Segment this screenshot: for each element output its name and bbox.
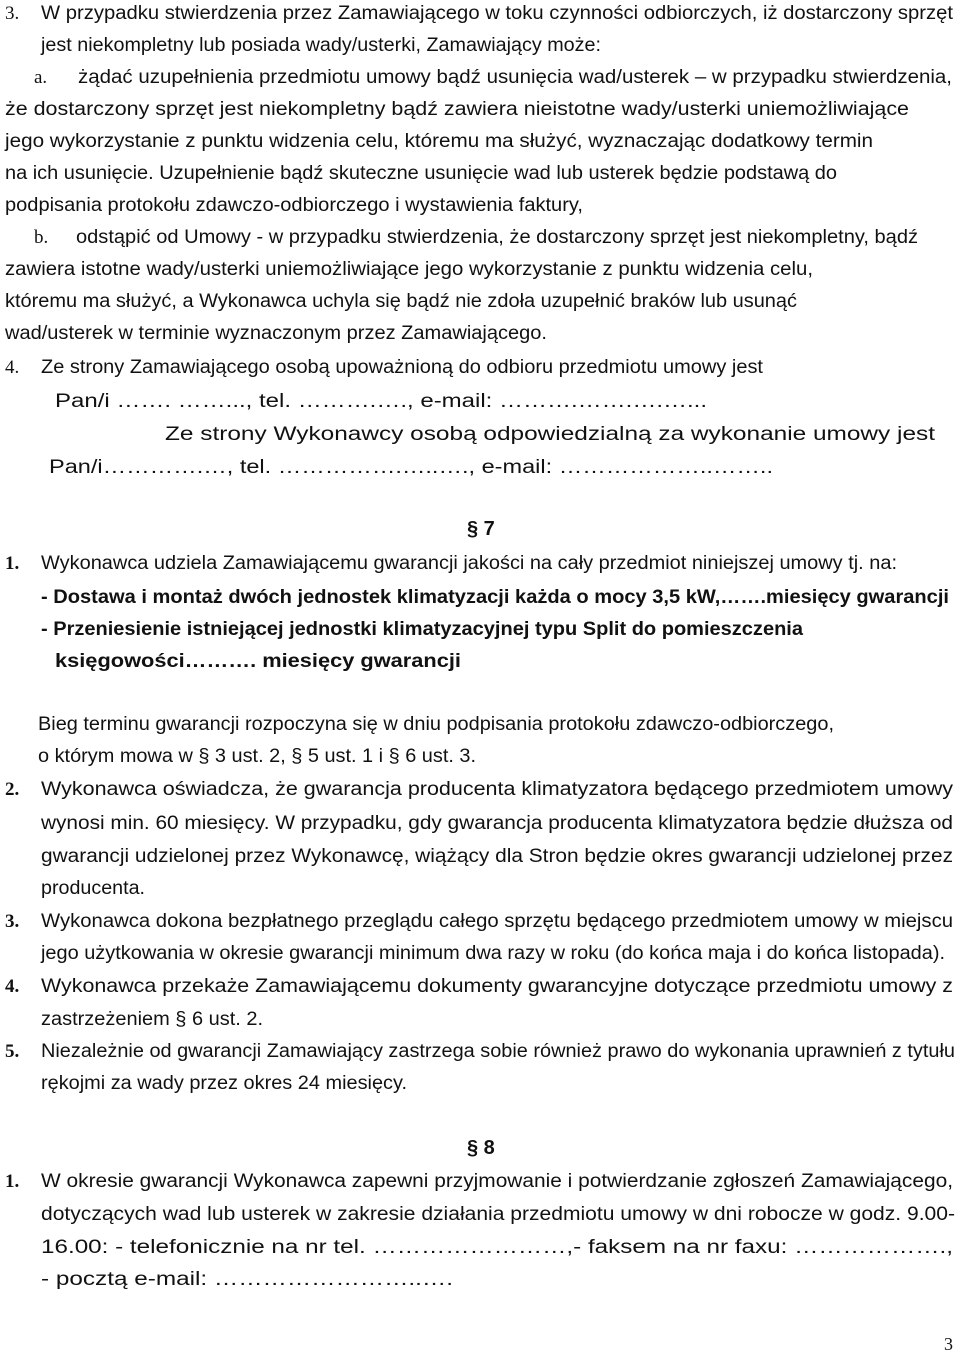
item-4-line-1: Ze strony Zamawiającego osobą upoważnioną do odbioru przedmiotu umowy jest	[41, 357, 763, 378]
sect7-p5-line-1: Niezależnie od gwarancji Zamawiający zastrzega sobie również prawo do wykonania uprawnień z tytułu	[41, 1041, 956, 1062]
sect7-bullet-dostawa: - Dostawa i montaż dwóch jednostek klimatyzacji każda o mocy 3,5 kW,…….miesięcy gwarancji	[41, 587, 950, 608]
item-4-contact-zamawiajacy: Pan/i ……. ……..., tel. ……….…., e-mail: ……….…….….…...	[55, 391, 707, 412]
item-4-contact-wykonawca: Pan/i………….…, tel. …………….…..…., e-mail: ………………..……..	[49, 457, 773, 478]
item-3b-label: b.	[34, 227, 49, 248]
sect7-p5-line-2: rękojmi za wady przez okres 24 miesięcy.	[41, 1073, 407, 1094]
sect7-p5-number: 5.	[5, 1041, 20, 1062]
item-3b-line-3: któremu ma służyć, a Wykonawca uchyla się bądź nie zdoła uzupełnić braków lub usunąć	[5, 291, 797, 312]
sect7-p1-number: 1.	[5, 553, 20, 574]
sect7-bullet-ksiegowosci: księgowości………. miesięcy gwarancji	[55, 651, 461, 672]
section-7-heading: § 7	[467, 518, 495, 540]
sect7-p2-line-4: producenta.	[41, 878, 145, 899]
page-number: 3	[944, 1334, 953, 1354]
item-3a-line-3: jego wykorzystanie z punktu widzenia celu, któremu ma służyć, wyznaczając dodatkowy termin	[5, 131, 873, 152]
sect7-p2-number: 2.	[5, 779, 20, 800]
sect8-p1-number: 1.	[5, 1171, 20, 1192]
item-4-line-3: Ze strony Wykonawcy osobą odpowiedzialną za wykonanie umowy jest	[165, 424, 935, 445]
item-3a-line-5: podpisania protokołu zdawczo-odbiorczego i wystawienia faktury,	[5, 195, 583, 216]
item-3a-line-4: na ich usunięcie. Uzupełnienie bądź skuteczne usunięcie wad lub usterek będzie podstawą do	[5, 163, 837, 184]
item-3a-label: a.	[34, 67, 48, 88]
sect7-p1-text: Wykonawca udziela Zamawiającemu gwarancji jakości na cały przedmiot niniejszej umowy tj. na:	[41, 553, 897, 574]
sect8-p1-line-2: dotyczących wad lub usterek w zakresie działania przedmiotu umowy w dni robocze w godz. 9.00-	[41, 1204, 956, 1225]
item-3b-line-2: zawiera istotne wady/usterki uniemożliwiające jego wykorzystanie z punktu widzenia celu,	[5, 259, 813, 280]
sect7-bullet-przeniesienie: - Przeniesienie istniejącej jednostki klimatyzacyjnej typu Split do pomieszczenia	[41, 619, 803, 640]
sect7-p2-line-3: gwarancji udzielonej przez Wykonawcę, wiążący dla Stron będzie okres gwarancji udzielonej przez	[41, 846, 953, 867]
sect7-bieg-line-2: o którym mowa w § 3 ust. 2, § 5 ust. 1 i § 6 ust. 3.	[38, 746, 476, 767]
sect8-p1-line-3: 16.00: - telefonicznie na nr tel. ……………………,- faksem na nr faxu: ……………….,	[41, 1237, 954, 1258]
sect7-p2-line-1: Wykonawca oświadcza, że gwarancja producenta klimatyzatora będącego przedmiotem umowy	[41, 779, 953, 800]
sect7-bieg-line-1: Bieg terminu gwarancji rozpoczyna się w dniu podpisania protokołu zdawczo-odbiorczego,	[38, 714, 834, 735]
sect7-p2-line-2: wynosi min. 60 miesięcy. W przypadku, gdy gwarancja producenta klimatyzatora będzie dłuższa od	[41, 813, 954, 834]
sect8-p1-line-1: W okresie gwarancji Wykonawca zapewni przyjmowanie i potwierdzanie zgłoszeń Zamawiającego,	[41, 1171, 953, 1192]
item-3b-line-1: odstąpić od Umowy - w przypadku stwierdzenia, że dostarczony sprzęt jest niekompletny, bądź	[76, 227, 918, 248]
item-3-line-2: jest niekompletny lub posiada wady/usterki, Zamawiający może:	[41, 35, 601, 56]
item-3-line-1: W przypadku stwierdzenia przez Zamawiającego w toku czynności odbiorczych, iż dostarczony sprzęt	[41, 3, 953, 24]
item-4-number: 4.	[5, 357, 20, 378]
item-3-number: 3.	[5, 3, 20, 24]
item-3b-line-4: wad/usterek w terminie wyznaczonym przez Zamawiającego.	[5, 323, 547, 344]
item-3a-line-1: żądać uzupełnienia przedmiotu umowy bądź usunięcia wad/usterek – w przypadku stwierdzenia,	[78, 67, 952, 88]
sect7-p4-line-1: Wykonawca przekaże Zamawiającemu dokumenty gwarancyjne dotyczące przedmiotu umowy z	[41, 976, 953, 997]
sect7-p3-line-1: Wykonawca dokona bezpłatnego przeglądu całego sprzętu będącego przedmiotem umowy w miejscu	[41, 911, 953, 932]
sect7-p3-line-2: jego użytkowania w okresie gwarancji minimum dwa razy w roku (do końca maja i do końca listopada).	[41, 943, 945, 964]
item-3a-line-2: że dostarczony sprzęt jest niekompletny bądź zawiera nieistotne wady/usterki uniemożliwiające	[5, 99, 909, 120]
sect7-p4-line-2: zastrzeżeniem § 6 ust. 2.	[41, 1009, 263, 1030]
sect8-p1-line-4: - pocztą e-mail: ……………………..….	[41, 1269, 453, 1290]
sect7-p3-number: 3.	[5, 911, 20, 932]
section-8-heading: § 8	[467, 1137, 495, 1159]
sect7-p4-number: 4.	[5, 976, 20, 997]
